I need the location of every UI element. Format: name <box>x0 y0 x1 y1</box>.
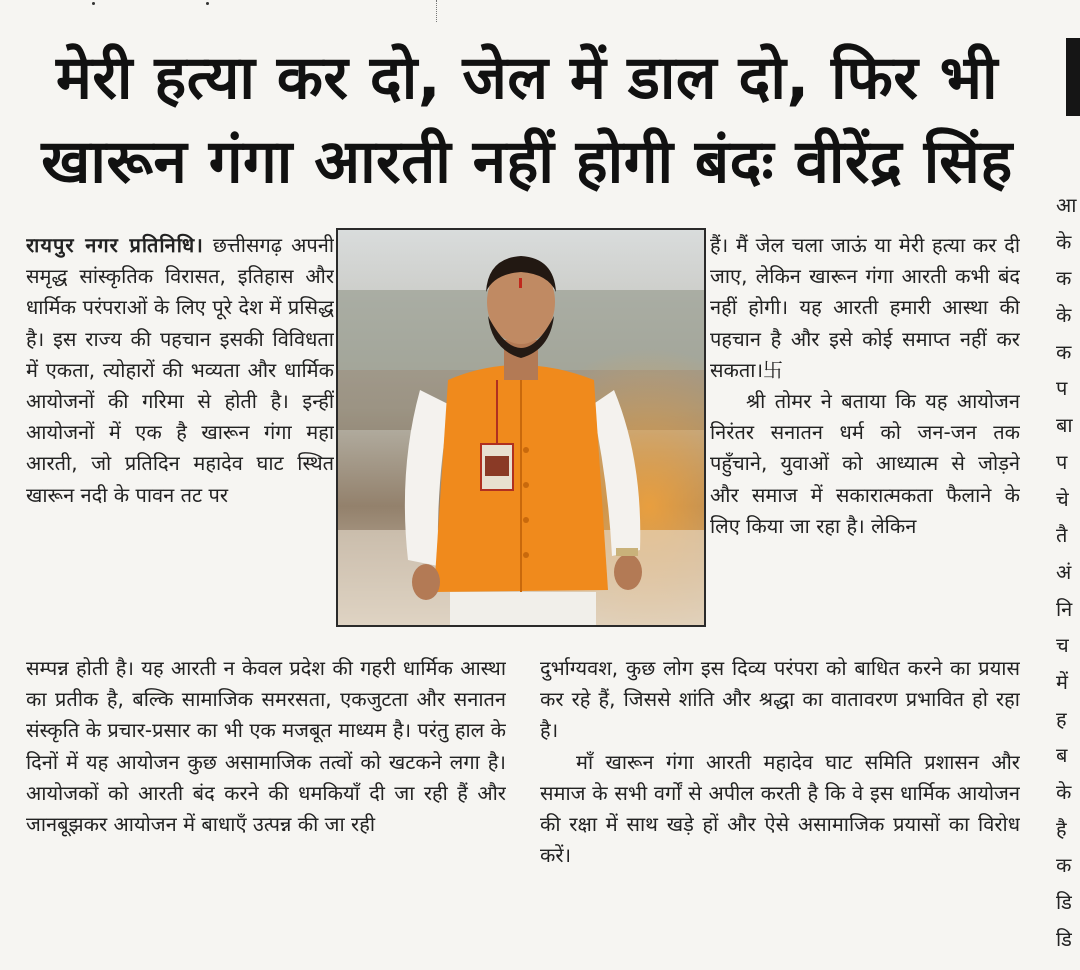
adjacent-column-fragment: के <box>1056 780 1072 804</box>
adjacent-column-fragment: बा <box>1056 413 1073 438</box>
adjacent-column-fragment: क <box>1056 339 1072 364</box>
article-paragraph: श्री तोमर ने बताया कि यह आयोजन निरंतर सनातन धर्म को जन-जन तक पहुँचाने, युवाओं को आध्यात्म से जोड़ने और समाज में सकारात्मकता फैलाने के लिए किया जा रहा है। लेकिन <box>710 389 1020 538</box>
portrait-illustration <box>338 230 704 625</box>
adjacent-column-fragment: तै <box>1056 523 1068 548</box>
adjacent-column-fragment: के <box>1056 303 1072 328</box>
article-paragraph: दुर्भाग्यवश, कुछ लोग इस दिव्य परंपरा को बाधित करने का प्रयास कर रहे हैं, जिससे शांति और श्रद्धा का वातावरण प्रभावित हो रहा है। <box>540 656 1020 743</box>
headline-line-1: मेरी हत्या कर दो, जेल में डाल दो, फिर भी <box>55 43 999 113</box>
adjacent-column-fragment: प <box>1056 376 1068 401</box>
article-column-1-top <box>26 230 334 660</box>
adjacent-column-fragment: ब <box>1056 743 1068 768</box>
adjacent-article-column <box>1056 190 1080 970</box>
adjacent-column-fragment: नि <box>1056 596 1073 621</box>
print-mark <box>92 2 95 5</box>
adjacent-column-fragment: डि <box>1056 890 1072 915</box>
article-text: सम्पन्न होती है। यह आरती न केवल प्रदेश की गहरी धार्मिक आस्था का प्रतीक है, बल्कि सामाजिक समरसता, एकजुटता और सनातन संस्कृति के प्रचार-प्रसार का भी एक मजबूत माध्यम है। परंतु हाल के दिनों में यह आयोजन कुछ असामाजिक तत्वों को खटकने लगा है। आयोजकों को आरती बंद करने की धमकियाँ दी जा रही हैं और जानबूझकर आयोजन में बाधाएँ उत्पन्न की जा रही <box>26 656 506 837</box>
adjacent-headline-fragment <box>1066 38 1080 116</box>
article-column-1-bottom <box>26 653 506 965</box>
adjacent-column-fragment: के <box>1056 229 1072 254</box>
column-rule <box>436 0 437 22</box>
headline <box>22 36 1032 204</box>
article-column-2-bottom <box>540 653 1020 965</box>
adjacent-column-fragment: चे <box>1056 486 1069 511</box>
article-text: छत्तीसगढ़ अपनी समृद्ध सांस्कृतिक विरासत, इतिहास और धार्मिक परंपराओं के लिए पूरे देश में प्रसिद्ध है। इस राज्य की पहचान इसकी विविधता में एकता, त्योहारों की भव्यता और धार्मिक आयोजनों की गरिमा से होती है। इन्हीं आयोजनों में एक है खारून गंगा महा आरती, जो प्रतिदिन महादेव घाट स्थित खारून नदी के पावन तट पर <box>26 233 334 507</box>
appeal-paragraph: माँ खारून गंगा आरती महादेव घाट समिति प्रशासन और समाज के सभी वर्गों से अपील करती है कि वे इस धार्मिक आयोजन की रक्षा में साथ खड़े हों और ऐसे असामाजिक प्रयासों का विरोध करें। <box>540 749 1020 868</box>
adjacent-column-fragment: डि <box>1056 926 1072 951</box>
page-top-edge <box>0 0 1080 20</box>
adjacent-column-fragment: अं <box>1056 559 1072 584</box>
adjacent-column-fragment: आ <box>1056 193 1077 217</box>
adjacent-column-fragment: में <box>1056 669 1068 694</box>
adjacent-column-fragment: है <box>1056 816 1067 841</box>
print-mark <box>206 2 209 5</box>
headline-line-2: खारून गंगा आरती नहीं होगी बंदः वीरेंद्र सिंह <box>41 127 1013 197</box>
adjacent-column-fragment: च <box>1056 633 1069 658</box>
adjacent-column-fragment: ह <box>1056 706 1067 731</box>
quote-paragraph: हैं। मैं जेल चला जाऊं या मेरी हत्या कर दी जाए, लेकिन खारून गंगा आरती कभी बंद नहीं होगी। यह आरती हमारी आस्था की पहचान है और इसे कोई समाप्त नहीं कर सकता।卐 <box>710 233 1020 382</box>
adjacent-column-fragment: क <box>1056 266 1072 291</box>
adjacent-column-fragment: क <box>1056 853 1072 878</box>
article-column-2-top <box>710 230 1020 650</box>
article-photo <box>336 228 706 627</box>
adjacent-column-fragment: प <box>1056 449 1068 474</box>
dateline: रायपुर नगर प्रतिनिधि। <box>26 233 204 257</box>
